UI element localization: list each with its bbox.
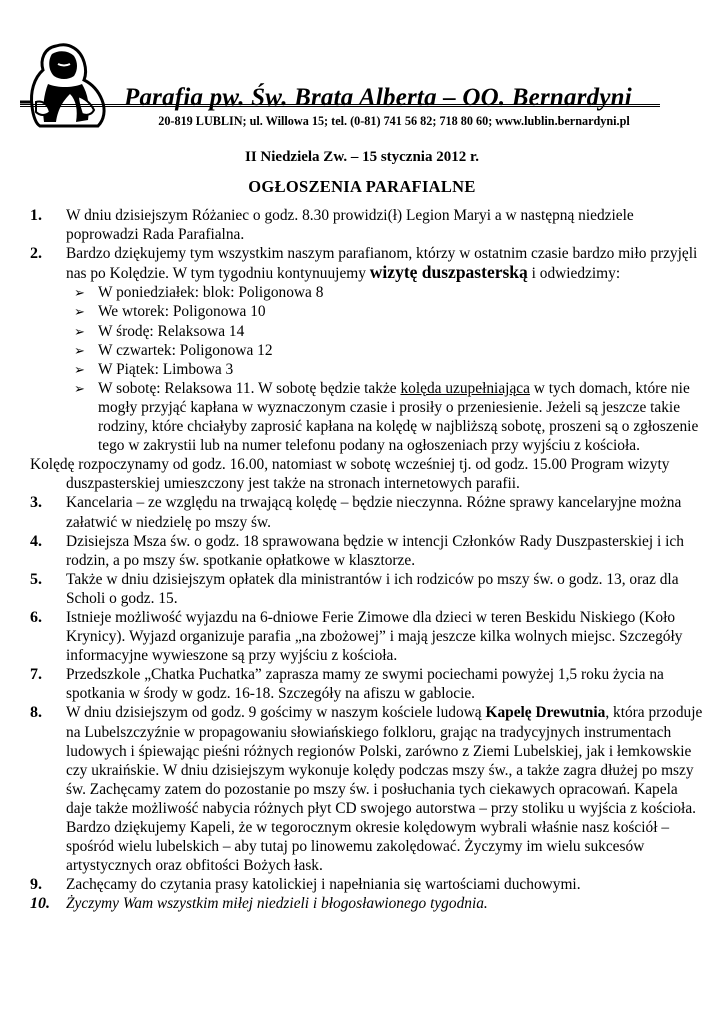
list-item <box>30 894 706 913</box>
item-text-bold: Kapelę Drewutnia <box>485 704 606 722</box>
visit-item <box>30 322 706 341</box>
item-text: Istnieje możliwość wyjazdu na 6-dniowe Ferie Zimowe dla dzieci w teren Beskidu Niskiego (Koło Krynicy). Wyjazd organizuje parafia „na zbożowej” i mają jeszcze kilka wolnych miejsc. Szczegóły informacyjne wywieszone są przy wyjściu z kościoła. <box>66 608 683 665</box>
visit-item <box>30 283 706 302</box>
parish-address: 20-819 LUBLIN; ul. Willowa 15; tel. (0-81) 741 56 82; 718 80 60; www.lublin.bernardyni.pl <box>158 114 630 128</box>
item-number: 10. <box>30 895 50 913</box>
visit-item <box>30 302 706 321</box>
parish-name: Parafia pw. Św. Brata Alberta – OO. Bernardyni <box>124 84 632 111</box>
arrow-bullet-icon: ➢ <box>74 304 85 320</box>
visit-text: W środę: Relaksowa 14 <box>98 322 245 340</box>
arrow-bullet-icon: ➢ <box>74 323 85 339</box>
item-text: Także w dniu dzisiejszym opłatek dla ministrantów i ich rodziców po mszy św. o godz. 13, oraz dla Scholi o godz. 15. <box>66 570 679 607</box>
item-continuation: Kolędę rozpoczynamy od godz. 16.00, natomiast w sobotę wcześniej tj. od godz. 15.00 Program wizyty duszpasterskiej umieszczony jest także na stronach internetowych parafii. <box>30 456 670 493</box>
list-item <box>30 703 706 875</box>
list-item <box>30 493 706 531</box>
list-item <box>30 244 706 283</box>
arrow-bullet-icon: ➢ <box>74 361 85 377</box>
item-number: 7. <box>30 666 42 684</box>
item-number: 1. <box>30 207 42 224</box>
list-item <box>30 206 706 244</box>
arrow-bullet-icon: ➢ <box>74 380 85 396</box>
visit-text: W sobotę: Relaksowa 11. W sobotę będzie także <box>98 379 401 397</box>
visit-item <box>30 360 706 379</box>
page-title: OGŁOSZENIA PARAFIALNE <box>248 177 476 196</box>
item-number: 5. <box>30 570 42 588</box>
item-number: 9. <box>30 876 42 894</box>
item-text: , która przoduje na Lubelszczyźnie w propagowaniu słowiańskiego folkloru, grając na tradycyjnych instrumentach ludowych i śpiewając pieśni różnych regionów Polski, zarówno z Ziemi Lubelskiej, jak i łemkowskie czy ukraińskie. W dniu dzisiejszym wykonuje kolędy podczas mszy św., a także zagra dłużej po mszy św. Zachęcamy zatem do pozostanie po mszy św. i posłuchania tych ciekawych opracowań. Kapela daje także możliwość nabycia różnych płyt CD swojego autorstwa – przy stoliku u wyjścia z kościoła. Bardzo dziękujemy Kapeli, że w tegorocznym okresie kolędowym wybrali właśnie nasz kościół – spośród wielu lubelskich – aby tutaj po linowemu zakolędować. Życzymy im wielu sukcesów artystycznych oraz obfitości Bożych łask. <box>66 704 703 875</box>
item-number: 8. <box>30 704 42 722</box>
visit-text: w tych domach, które nie mogły przyjąć kapłana w wyznaczonym czasie i prosiły o przeniesienie. Jeżeli są jeszcze takie rodziny, które chciałyby zaprosić kapłana na kolędę w najbliższą sobotę, proszeni są o zgłoszenie tego w zakrystii lub na numer telefonu podany na ogłoszeniach przy wyjściu z kościoła. <box>98 379 699 455</box>
list-item <box>30 875 706 894</box>
item-text-bold: wizytę duszpasterską <box>369 262 528 283</box>
visit-text: W czwartek: Poligonowa 12 <box>98 341 273 359</box>
item-text: W dniu dzisiejszym Różaniec o godz. 8.30 prowidzi(ł) Legion Maryi a w następną niedziele poprowadzi Rada Parafialna. <box>66 207 634 244</box>
item-text: Życzymy Wam wszystkim miłej niedzieli i błogosławionego tygodnia. <box>66 895 488 913</box>
item-number: 4. <box>30 532 42 550</box>
item-number: 2. <box>30 245 42 263</box>
list-item <box>30 665 706 703</box>
item-number: 3. <box>30 494 42 512</box>
header-divider <box>20 104 660 107</box>
list-item <box>30 608 706 665</box>
visit-text-underlined: kolęda uzupełniająca <box>400 379 530 397</box>
visit-item <box>30 341 706 360</box>
item-text: Bardzo dziękujemy tym wszystkim naszym parafianom, którzy w ostatnim czasie bardzo miło przyjęli nas po Kolędzie. W tym tygodniu kontynuujemy <box>66 245 698 283</box>
arrow-bullet-icon: ➢ <box>74 342 85 358</box>
item-text: W dniu dzisiejszym od godz. 9 gościmy w naszym kościele ludową <box>66 704 486 722</box>
announcement-date: II Niedziela Zw. – 15 stycznia 2012 r. <box>244 149 480 165</box>
item-text: i odwiedzimy: <box>527 265 621 283</box>
visit-text: W Piątek: Limbowa 3 <box>98 360 234 378</box>
visit-text: W poniedziałek: blok: Poligonowa 8 <box>98 284 324 302</box>
arrow-bullet-icon: ➢ <box>74 285 85 301</box>
visit-text: We wtorek: Poligonowa 10 <box>98 303 266 321</box>
parish-logo <box>18 40 118 128</box>
item-number: 6. <box>30 608 42 626</box>
visit-item <box>30 379 706 455</box>
item-text: Przedszkole „Chatka Puchatka” zaprasza mamy ze swymi pociechami powyżej 1,5 roku życia na spotkania w środy w godz. 16-18. Szczegóły na afiszu w gablocie. <box>66 666 664 703</box>
item-text: Zachęcamy do czytania prasy katolickiej i napełniania się wartościami duchowymi. <box>66 876 581 894</box>
item-text: Dzisiejsza Msza św. o godz. 18 sprawowana będzie w intencji Członków Rady Duszpasterskiej i ich rodzin, a po mszy św. spotkanie opłatkowe w klasztorze. <box>66 532 684 569</box>
item-text: Kancelaria – ze względu na trwającą kolędę – będzie nieczynna. Różne sprawy kancelaryjne można załatwić w niedzielę po mszy św. <box>66 494 682 531</box>
list-item <box>30 570 706 608</box>
list-item <box>30 532 706 570</box>
announcements-list <box>30 206 706 913</box>
